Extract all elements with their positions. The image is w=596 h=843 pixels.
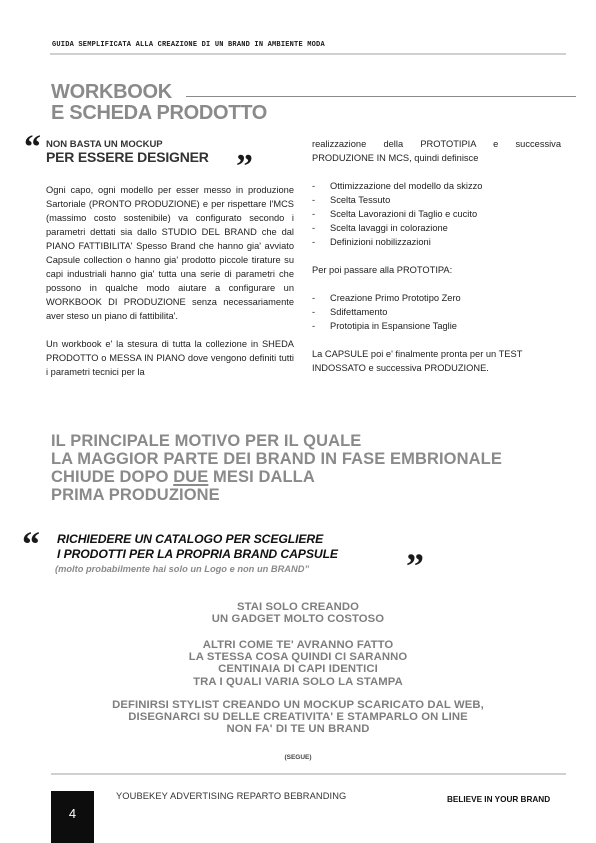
list-item: - Scelta lavaggi in colorazione	[312, 223, 448, 233]
catalog-quote-line-1: RICHIEDERE UN CATALOGO PER SCEGLIERE	[57, 532, 324, 546]
list-item: - Ottimizzazione del modello da skizzo	[312, 181, 483, 191]
pull-quote	[24, 129, 294, 185]
list-item: - Definizioni nobilizzazioni	[312, 237, 431, 247]
footer-divider	[51, 773, 566, 775]
left-paragraph-2: Un workbook e' la stesura di tutta la collezione in SHEDA PRODOTTO o MESSA IN PIANO dove vengono definiti tutti i parametri tecnici per la	[46, 339, 294, 377]
prototype-steps-list	[312, 291, 561, 333]
stanza-line: DISEGNARCI SU DELLE CREATIVITA' E STAMPARLO ON LINE	[128, 711, 468, 724]
stanza-identical	[0, 639, 596, 688]
title-divider	[186, 96, 576, 97]
list-item: - Scelta Lavorazioni di Taglio e cucito	[312, 209, 478, 219]
section-title-line-1: WORKBOOK	[51, 81, 172, 103]
pull-quote-big: PER ESSERE DESIGNER	[46, 149, 209, 165]
page-number: 4	[68, 806, 77, 821]
header-divider	[50, 53, 566, 55]
continued-label: (SEGUE)	[284, 754, 312, 761]
left-column	[24, 129, 294, 379]
stanza-line: NON FA' DI TE UN BRAND	[226, 723, 370, 736]
section-title	[51, 82, 267, 124]
running-header: GUIDA SEMPLIFICATA ALLA CREAZIONE DI UN BRAND IN AMBIENTE MODA	[52, 41, 325, 49]
close-quote-icon: ”	[406, 546, 424, 586]
footer-agency: YOUBEKEY ADVERTISING REPARTO BEBRANDING	[116, 791, 347, 801]
footer-tagline: BELIEVE IN YOUR BRAND	[447, 795, 551, 804]
catalog-quote-line-2: I PRODOTTI PER LA PROPRIA BRAND CAPSULE	[57, 547, 338, 561]
catalog-quote-note: (molto probabilmente hai solo un Logo e non un BRAND”	[55, 564, 310, 574]
headline-line-1: IL PRINCIPALE MOTIVO PER IL QUALE	[51, 432, 362, 450]
stanza-line: LA STESSA COSA QUINDI CI SARANNO	[188, 651, 408, 664]
stanza-gadget	[0, 601, 596, 625]
list-item: - Sdifettamento	[312, 307, 388, 317]
main-headline	[51, 432, 571, 504]
stanza-line: CENTINAIA DI CAPI IDENTICI	[218, 663, 378, 676]
pull-quote-small: NON BASTA UN MOCKUP	[46, 139, 163, 150]
list-item: - Scelta Tessuto	[312, 195, 391, 205]
headline-line-3: CHIUDE DOPO DUE MESI DALLA	[51, 468, 315, 486]
right-intro: realizzazione della PROTOTIPIA e successiva PRODUZIONE IN MCS, quindi definisce	[312, 139, 561, 163]
headline-underlined-word: DUE	[173, 468, 209, 486]
list-item: - Creazione Primo Prototipo Zero	[312, 293, 461, 303]
right-column	[312, 137, 561, 375]
stanza-line: TRA I QUALI VARIA SOLO LA STAMPA	[193, 675, 403, 688]
page-number-box	[51, 791, 94, 843]
stanza-line: UN GADGET MOLTO COSTOSO	[211, 613, 385, 626]
headline-line-4: PRIMA PRODUZIONE	[51, 486, 220, 504]
open-quote-icon: “	[24, 129, 41, 166]
stanza-line: STAI SOLO CREANDO	[237, 601, 359, 613]
stanza-stylist	[0, 699, 596, 736]
list-item: - Prototipia in Espansione Taglie	[312, 321, 457, 331]
left-paragraph-1: Ogni capo, ogni modello per esser messo in produzione Sartoriale (PRONTO PRODUZIONE) e per rispettare l'MCS (massimo costo sostenibile) va configurato secondo i parametri dettati sia dallo STUDIO DEL BRAND che dal PIANO FATTIBILITA' Spesso Brand che hanno gia' avviato Capsule collection o hanno gia' prodotto piccole tirature su capi industriali hanno gia' tutta una serie di parametri che possono in qualche modo aiutare a configurare un WORKBOOK DI PRODUZIONE senza necessariamente aver steso un piano di fattibilita'.	[46, 185, 294, 321]
right-closing: La CAPSULE poi e' finalmente pronta per un TEST INDOSSATO e successiva PRODUZIONE.	[312, 349, 523, 373]
catalog-quote	[0, 522, 596, 586]
headline-line-2: LA MAGGIOR PARTE DEI BRAND IN FASE EMBRIONALE	[51, 450, 502, 468]
stanza-line: DEFINIRSI STYLIST CREANDO UN MOCKUP SCARICATO DAL WEB,	[112, 699, 484, 711]
section-title-line-2: E SCHEDA PRODOTTO	[51, 102, 268, 124]
open-quote-icon: “	[22, 524, 40, 564]
right-middle: Per poi passare alla PROTOTIPA:	[312, 265, 453, 275]
production-steps-list	[312, 179, 561, 249]
stanza-line: ALTRI COME TE' AVRANNO FATTO	[202, 639, 394, 651]
close-quote-icon: ”	[236, 148, 253, 185]
